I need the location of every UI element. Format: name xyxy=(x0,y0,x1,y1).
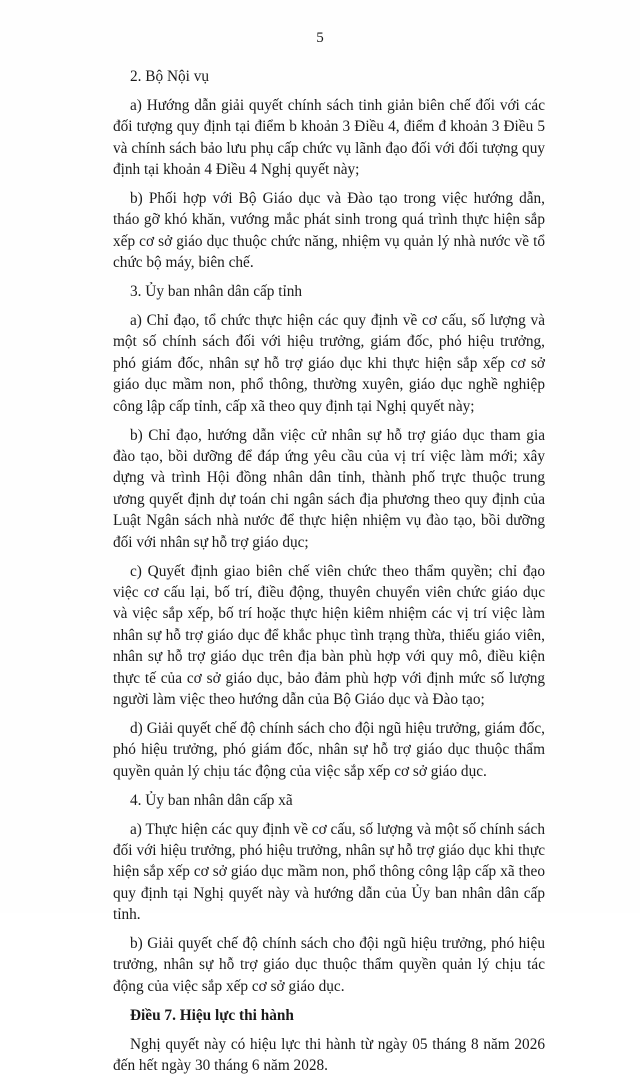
paragraph: a) Hướng dẫn giải quyết chính sách tinh giản biên chế đối với các đối tượng quy định tại điểm b khoản 3 Điều 4, điểm đ khoản 3 Điều 5 và chính sách bảo lưu phụ cấp chức vụ lãnh đạo đối với đối tượng quy định tại khoản 4 Điều 4 Nghị quyết này; xyxy=(113,96,545,179)
section-heading-ubnd-cap-xa: 4. Ủy ban nhân dân cấp xã xyxy=(130,791,293,809)
paragraph: d) Giải quyết chế độ chính sách cho đội ngũ hiệu trưởng, giám đốc, phó hiệu trưởng, phó giám đốc, nhân sự hỗ trợ giáo dục thuộc thẩm quyền quản lý chịu tác động của việc sắp xếp cơ sở giáo dục. xyxy=(113,719,545,780)
paragraph: a) Chỉ đạo, tổ chức thực hiện các quy định về cơ cấu, số lượng và một số chính sách đối với hiệu trưởng, giám đốc, phó hiệu trưởng, phó giám đốc, nhân sự hỗ trợ giáo dục khi thực hiện sắp xếp cơ sở giáo dục mầm non, phổ thông, thường xuyên, giáo dục nghề nghiệp công lập cấp tỉnh, cấp xã theo quy định tại Nghị quyết này; xyxy=(113,312,545,415)
article-title-text: Điều 7. Hiệu lực thi hành xyxy=(130,1006,294,1024)
paragraph: b) Phối hợp với Bộ Giáo dục và Đào tạo trong việc hướng dẫn, tháo gỡ khó khăn, vướng mắc phát sinh trong quá trình thực hiện sắp xếp cơ sở giáo dục thuộc chức năng, nhiệm vụ quản lý nhà nước về tổ chức bộ máy, biên chế. xyxy=(113,190,545,272)
paragraph: c) Quyết định giao biên chế viên chức theo thẩm quyền; chỉ đạo việc cơ cấu lại, bố trí, điều động, thuyên chuyển viên chức giáo dục và việc sắp xếp, bố trí hoặc thực hiện kiêm nhiệm các vị trí việc làm nhân sự hỗ trợ giáo dục để khắc phục tình trạng thừa, thiếu giáo viên, nhân sự hỗ trợ giáo dục trên địa bàn phù hợp với quy mô, điều kiện thực tế của cơ sở giáo dục, bảo đảm phù hợp với định mức số lượng người làm việc theo hướng dẫn của Bộ Giáo dục và Đào tạo; xyxy=(113,562,545,708)
paragraph: b) Chỉ đạo, hướng dẫn việc cử nhân sự hỗ trợ giáo dục tham gia đào tạo, bồi dưỡng để đáp ứng yêu cầu của vị trí việc làm mới; xây dựng và trình Hội đồng nhân dân tỉnh, thành phố trực thuộc trung ương quyết định dự toán chi ngân sách địa phương theo quy định của Luật Ngân sách nhà nước để thực hiện nhiệm vụ đào tạo, bồi dưỡng đối với nhân sự hỗ trợ giáo dục; xyxy=(113,426,545,551)
paragraph: b) Giải quyết chế độ chính sách cho đội ngũ hiệu trưởng, phó hiệu trưởng, nhân sự hỗ trợ giáo dục thuộc thẩm quyền quản lý chịu tác động của việc sắp xếp cơ sở giáo dục. xyxy=(113,935,545,995)
article-paragraph: Nghị quyết này có hiệu lực thi hành từ ngày 05 tháng 8 năm 2026 đến hết ngày 30 tháng 6 năm 2028. xyxy=(113,1035,545,1075)
page-number: 5 xyxy=(316,30,324,46)
article-title xyxy=(113,1005,545,1026)
document-body xyxy=(113,66,545,1084)
paragraph: a) Thực hiện các quy định về cơ cấu, số lượng và một số chính sách đối với hiệu trưởng, phó hiệu trưởng, nhân sự hỗ trợ giáo dục khi thực hiện sắp xếp cơ sở giáo dục mầm non, phổ thông công lập cấp xã theo quy định tại Nghị quyết này và hướng dẫn của Ủy ban nhân dân cấp tỉnh. xyxy=(113,820,545,924)
section-heading-bo-noi-vu: 2. Bộ Nội vụ xyxy=(130,68,210,85)
section-heading-ubnd-cap-tinh: 3. Ủy ban nhân dân cấp tỉnh xyxy=(130,283,303,301)
